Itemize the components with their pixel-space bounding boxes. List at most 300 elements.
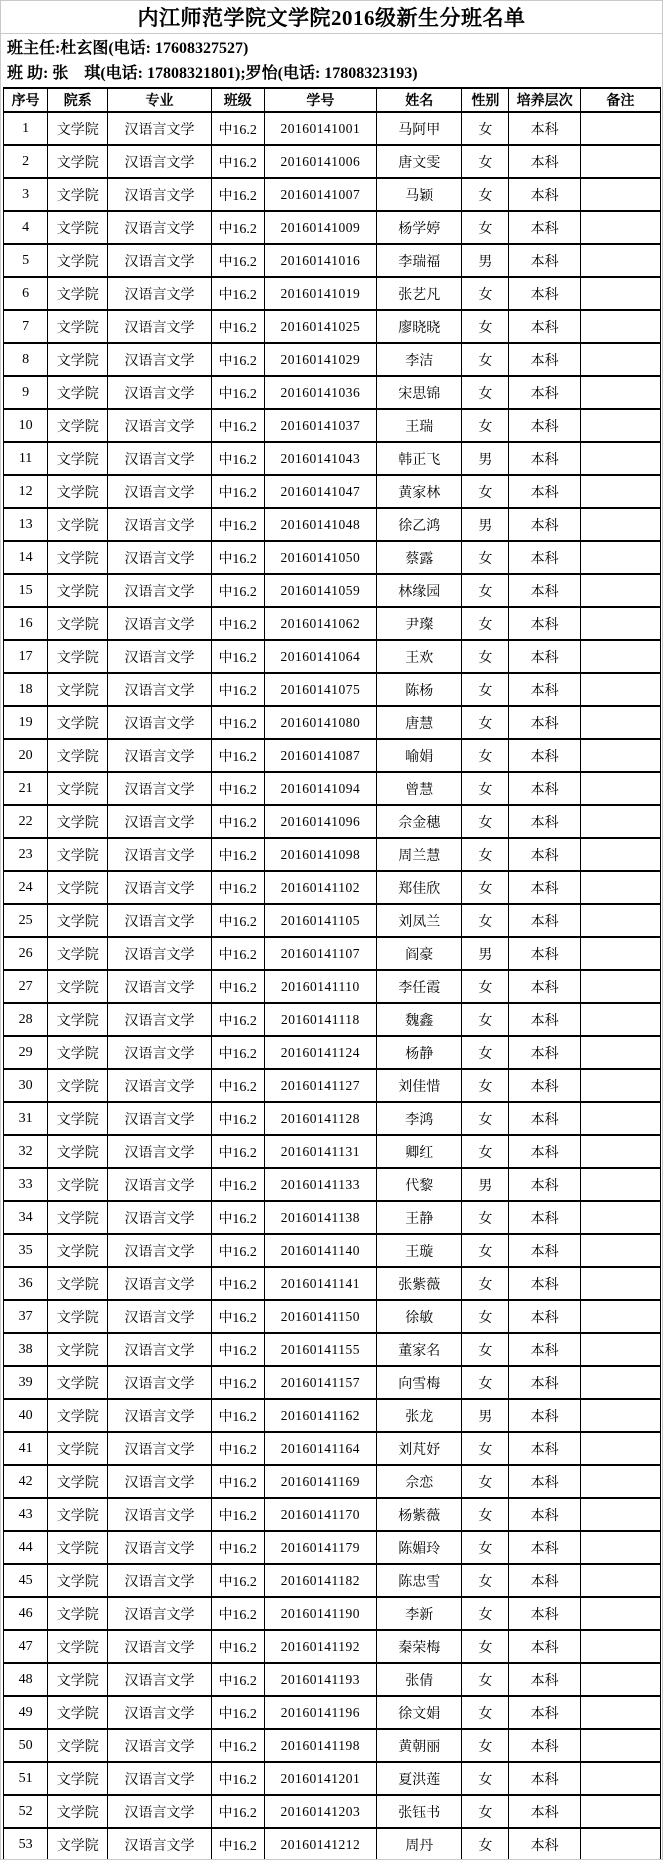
cell-level: 本科 bbox=[509, 1366, 580, 1399]
cell-student-id: 20160141080 bbox=[264, 706, 376, 739]
cell-seq: 33 bbox=[4, 1168, 48, 1201]
cell-level: 本科 bbox=[509, 970, 580, 1003]
cell-name: 李任霞 bbox=[377, 970, 462, 1003]
table-row bbox=[4, 1630, 661, 1663]
cell-name: 魏鑫 bbox=[377, 1003, 462, 1036]
cell-name: 刘佳惜 bbox=[377, 1069, 462, 1102]
cell-note bbox=[580, 838, 660, 871]
cell-college: 文学院 bbox=[48, 1102, 108, 1135]
cell-student-id: 20160141064 bbox=[264, 640, 376, 673]
cell-student-id: 20160141094 bbox=[264, 772, 376, 805]
cell-seq: 51 bbox=[4, 1762, 48, 1795]
table-row bbox=[4, 112, 661, 145]
cell-class: 中16.2 bbox=[211, 1333, 264, 1366]
cell-major: 汉语言文学 bbox=[108, 706, 211, 739]
cell-seq: 37 bbox=[4, 1300, 48, 1333]
cell-student-id: 20160141019 bbox=[264, 277, 376, 310]
cell-student-id: 20160141131 bbox=[264, 1135, 376, 1168]
cell-level: 本科 bbox=[509, 772, 580, 805]
student-roster-table bbox=[3, 87, 661, 1860]
cell-gender: 女 bbox=[462, 1498, 509, 1531]
cell-note bbox=[580, 343, 660, 376]
cell-class: 中16.2 bbox=[211, 1267, 264, 1300]
cell-name: 韩正飞 bbox=[377, 442, 462, 475]
cell-class: 中16.2 bbox=[211, 1399, 264, 1432]
cell-gender: 女 bbox=[462, 1069, 509, 1102]
cell-level: 本科 bbox=[509, 706, 580, 739]
cell-name: 杨紫薇 bbox=[377, 1498, 462, 1531]
table-row bbox=[4, 475, 661, 508]
cell-college: 文学院 bbox=[48, 310, 108, 343]
cell-seq: 2 bbox=[4, 145, 48, 178]
cell-name: 佘恋 bbox=[377, 1465, 462, 1498]
cell-note bbox=[580, 1432, 660, 1465]
cell-seq: 32 bbox=[4, 1135, 48, 1168]
cell-major: 汉语言文学 bbox=[108, 475, 211, 508]
cell-student-id: 20160141179 bbox=[264, 1531, 376, 1564]
cell-name: 董家名 bbox=[377, 1333, 462, 1366]
cell-note bbox=[580, 145, 660, 178]
cell-note bbox=[580, 178, 660, 211]
cell-class: 中16.2 bbox=[211, 409, 264, 442]
cell-note bbox=[580, 772, 660, 805]
cell-college: 文学院 bbox=[48, 376, 108, 409]
cell-note bbox=[580, 673, 660, 706]
cell-class: 中16.2 bbox=[211, 1762, 264, 1795]
cell-college: 文学院 bbox=[48, 607, 108, 640]
column-header-gender: 性别 bbox=[462, 88, 509, 112]
cell-class: 中16.2 bbox=[211, 211, 264, 244]
cell-gender: 女 bbox=[462, 541, 509, 574]
cell-name: 廖晓晓 bbox=[377, 310, 462, 343]
column-header-name: 姓名 bbox=[377, 88, 462, 112]
cell-class: 中16.2 bbox=[211, 640, 264, 673]
cell-student-id: 20160141037 bbox=[264, 409, 376, 442]
cell-seq: 10 bbox=[4, 409, 48, 442]
cell-level: 本科 bbox=[509, 1795, 580, 1828]
cell-student-id: 20160141029 bbox=[264, 343, 376, 376]
cell-name: 宋思锦 bbox=[377, 376, 462, 409]
cell-class: 中16.2 bbox=[211, 904, 264, 937]
table-row bbox=[4, 1696, 661, 1729]
cell-seq: 43 bbox=[4, 1498, 48, 1531]
cell-college: 文学院 bbox=[48, 1432, 108, 1465]
cell-college: 文学院 bbox=[48, 1630, 108, 1663]
table-row bbox=[4, 376, 661, 409]
cell-class: 中16.2 bbox=[211, 277, 264, 310]
cell-college: 文学院 bbox=[48, 1564, 108, 1597]
cell-class: 中16.2 bbox=[211, 838, 264, 871]
cell-gender: 女 bbox=[462, 1729, 509, 1762]
cell-class: 中16.2 bbox=[211, 1135, 264, 1168]
cell-seq: 48 bbox=[4, 1663, 48, 1696]
cell-level: 本科 bbox=[509, 1399, 580, 1432]
table-row bbox=[4, 772, 661, 805]
cell-major: 汉语言文学 bbox=[108, 1762, 211, 1795]
column-header-level: 培养层次 bbox=[509, 88, 580, 112]
cell-seq: 3 bbox=[4, 178, 48, 211]
cell-major: 汉语言文学 bbox=[108, 871, 211, 904]
cell-note bbox=[580, 1168, 660, 1201]
cell-major: 汉语言文学 bbox=[108, 310, 211, 343]
cell-note bbox=[580, 1036, 660, 1069]
cell-college: 文学院 bbox=[48, 937, 108, 970]
table-row bbox=[4, 904, 661, 937]
cell-class: 中16.2 bbox=[211, 1531, 264, 1564]
cell-major: 汉语言文学 bbox=[108, 343, 211, 376]
cell-major: 汉语言文学 bbox=[108, 211, 211, 244]
table-row bbox=[4, 508, 661, 541]
cell-gender: 女 bbox=[462, 904, 509, 937]
cell-note bbox=[580, 1498, 660, 1531]
cell-gender: 女 bbox=[462, 970, 509, 1003]
cell-college: 文学院 bbox=[48, 640, 108, 673]
cell-name: 张龙 bbox=[377, 1399, 462, 1432]
cell-name: 张艺凡 bbox=[377, 277, 462, 310]
cell-major: 汉语言文学 bbox=[108, 1465, 211, 1498]
cell-college: 文学院 bbox=[48, 277, 108, 310]
cell-class: 中16.2 bbox=[211, 1168, 264, 1201]
cell-name: 刘凤兰 bbox=[377, 904, 462, 937]
cell-college: 文学院 bbox=[48, 178, 108, 211]
cell-name: 徐乙鸿 bbox=[377, 508, 462, 541]
cell-college: 文学院 bbox=[48, 1300, 108, 1333]
cell-student-id: 20160141169 bbox=[264, 1465, 376, 1498]
cell-gender: 女 bbox=[462, 277, 509, 310]
cell-seq: 19 bbox=[4, 706, 48, 739]
cell-class: 中16.2 bbox=[211, 1366, 264, 1399]
cell-note bbox=[580, 508, 660, 541]
cell-level: 本科 bbox=[509, 574, 580, 607]
table-row bbox=[4, 1036, 661, 1069]
cell-name: 尹璨 bbox=[377, 607, 462, 640]
cell-name: 王璇 bbox=[377, 1234, 462, 1267]
cell-seq: 25 bbox=[4, 904, 48, 937]
cell-level: 本科 bbox=[509, 1234, 580, 1267]
cell-level: 本科 bbox=[509, 376, 580, 409]
cell-name: 周丹 bbox=[377, 1828, 462, 1860]
cell-gender: 女 bbox=[462, 211, 509, 244]
cell-college: 文学院 bbox=[48, 343, 108, 376]
cell-level: 本科 bbox=[509, 1498, 580, 1531]
cell-gender: 女 bbox=[462, 1564, 509, 1597]
cell-level: 本科 bbox=[509, 1762, 580, 1795]
cell-seq: 12 bbox=[4, 475, 48, 508]
cell-seq: 1 bbox=[4, 112, 48, 145]
cell-name: 徐文娟 bbox=[377, 1696, 462, 1729]
cell-gender: 女 bbox=[462, 1630, 509, 1663]
cell-note bbox=[580, 409, 660, 442]
cell-major: 汉语言文学 bbox=[108, 904, 211, 937]
cell-level: 本科 bbox=[509, 1828, 580, 1860]
cell-name: 佘金穗 bbox=[377, 805, 462, 838]
table-row bbox=[4, 871, 661, 904]
cell-college: 文学院 bbox=[48, 1597, 108, 1630]
cell-gender: 女 bbox=[462, 1465, 509, 1498]
cell-class: 中16.2 bbox=[211, 970, 264, 1003]
cell-student-id: 20160141190 bbox=[264, 1597, 376, 1630]
cell-level: 本科 bbox=[509, 145, 580, 178]
cell-major: 汉语言文学 bbox=[108, 772, 211, 805]
cell-major: 汉语言文学 bbox=[108, 1498, 211, 1531]
cell-college: 文学院 bbox=[48, 1498, 108, 1531]
cell-student-id: 20160141059 bbox=[264, 574, 376, 607]
cell-major: 汉语言文学 bbox=[108, 1795, 211, 1828]
cell-level: 本科 bbox=[509, 1069, 580, 1102]
cell-major: 汉语言文学 bbox=[108, 1366, 211, 1399]
cell-major: 汉语言文学 bbox=[108, 1267, 211, 1300]
cell-gender: 女 bbox=[462, 1795, 509, 1828]
table-row bbox=[4, 1597, 661, 1630]
cell-gender: 男 bbox=[462, 244, 509, 277]
table-row bbox=[4, 145, 661, 178]
cell-seq: 11 bbox=[4, 442, 48, 475]
cell-college: 文学院 bbox=[48, 1795, 108, 1828]
cell-class: 中16.2 bbox=[211, 1300, 264, 1333]
cell-gender: 女 bbox=[462, 145, 509, 178]
cell-gender: 女 bbox=[462, 1597, 509, 1630]
cell-college: 文学院 bbox=[48, 1399, 108, 1432]
cell-note bbox=[580, 607, 660, 640]
cell-class: 中16.2 bbox=[211, 1102, 264, 1135]
table-row bbox=[4, 640, 661, 673]
cell-class: 中16.2 bbox=[211, 1036, 264, 1069]
cell-level: 本科 bbox=[509, 640, 580, 673]
cell-note bbox=[580, 1234, 660, 1267]
cell-major: 汉语言文学 bbox=[108, 607, 211, 640]
cell-student-id: 20160141006 bbox=[264, 145, 376, 178]
cell-college: 文学院 bbox=[48, 211, 108, 244]
cell-name: 唐慧 bbox=[377, 706, 462, 739]
table-row bbox=[4, 1729, 661, 1762]
cell-student-id: 20160141098 bbox=[264, 838, 376, 871]
cell-name: 王欢 bbox=[377, 640, 462, 673]
cell-college: 文学院 bbox=[48, 442, 108, 475]
cell-student-id: 20160141201 bbox=[264, 1762, 376, 1795]
cell-note bbox=[580, 1135, 660, 1168]
cell-note bbox=[580, 1795, 660, 1828]
cell-level: 本科 bbox=[509, 607, 580, 640]
cell-level: 本科 bbox=[509, 1564, 580, 1597]
cell-note bbox=[580, 1399, 660, 1432]
cell-college: 文学院 bbox=[48, 145, 108, 178]
cell-major: 汉语言文学 bbox=[108, 1597, 211, 1630]
cell-college: 文学院 bbox=[48, 970, 108, 1003]
cell-name: 陈媚玲 bbox=[377, 1531, 462, 1564]
cell-college: 文学院 bbox=[48, 904, 108, 937]
cell-note bbox=[580, 541, 660, 574]
cell-gender: 女 bbox=[462, 1201, 509, 1234]
cell-note bbox=[580, 640, 660, 673]
cell-major: 汉语言文学 bbox=[108, 640, 211, 673]
cell-name: 喻娟 bbox=[377, 739, 462, 772]
cell-student-id: 20160141007 bbox=[264, 178, 376, 211]
table-row bbox=[4, 442, 661, 475]
cell-note bbox=[580, 442, 660, 475]
table-row bbox=[4, 706, 661, 739]
cell-seq: 26 bbox=[4, 937, 48, 970]
table-row bbox=[4, 1795, 661, 1828]
cell-name: 李瑞福 bbox=[377, 244, 462, 277]
cell-name: 夏洪莲 bbox=[377, 1762, 462, 1795]
cell-note bbox=[580, 1003, 660, 1036]
cell-level: 本科 bbox=[509, 937, 580, 970]
cell-class: 中16.2 bbox=[211, 607, 264, 640]
cell-seq: 6 bbox=[4, 277, 48, 310]
cell-gender: 男 bbox=[462, 442, 509, 475]
cell-student-id: 20160141155 bbox=[264, 1333, 376, 1366]
cell-name: 张紫薇 bbox=[377, 1267, 462, 1300]
cell-gender: 女 bbox=[462, 1003, 509, 1036]
cell-seq: 13 bbox=[4, 508, 48, 541]
cell-level: 本科 bbox=[509, 1663, 580, 1696]
cell-level: 本科 bbox=[509, 244, 580, 277]
cell-note bbox=[580, 805, 660, 838]
cell-seq: 18 bbox=[4, 673, 48, 706]
cell-note bbox=[580, 1630, 660, 1663]
cell-major: 汉语言文学 bbox=[108, 1300, 211, 1333]
cell-seq: 46 bbox=[4, 1597, 48, 1630]
cell-college: 文学院 bbox=[48, 1663, 108, 1696]
cell-class: 中16.2 bbox=[211, 1795, 264, 1828]
cell-gender: 女 bbox=[462, 376, 509, 409]
table-row bbox=[4, 541, 661, 574]
cell-level: 本科 bbox=[509, 112, 580, 145]
cell-student-id: 20160141170 bbox=[264, 1498, 376, 1531]
cell-name: 王静 bbox=[377, 1201, 462, 1234]
cell-student-id: 20160141127 bbox=[264, 1069, 376, 1102]
cell-college: 文学院 bbox=[48, 508, 108, 541]
cell-student-id: 20160141150 bbox=[264, 1300, 376, 1333]
cell-name: 阎豪 bbox=[377, 937, 462, 970]
cell-class: 中16.2 bbox=[211, 937, 264, 970]
cell-note bbox=[580, 1201, 660, 1234]
cell-level: 本科 bbox=[509, 508, 580, 541]
cell-level: 本科 bbox=[509, 1465, 580, 1498]
cell-seq: 15 bbox=[4, 574, 48, 607]
cell-student-id: 20160141193 bbox=[264, 1663, 376, 1696]
cell-level: 本科 bbox=[509, 475, 580, 508]
cell-major: 汉语言文学 bbox=[108, 970, 211, 1003]
cell-name: 林缘园 bbox=[377, 574, 462, 607]
cell-name: 曾慧 bbox=[377, 772, 462, 805]
cell-student-id: 20160141198 bbox=[264, 1729, 376, 1762]
cell-student-id: 20160141196 bbox=[264, 1696, 376, 1729]
table-header bbox=[4, 88, 661, 112]
cell-gender: 男 bbox=[462, 937, 509, 970]
cell-major: 汉语言文学 bbox=[108, 1432, 211, 1465]
cell-major: 汉语言文学 bbox=[108, 574, 211, 607]
cell-gender: 女 bbox=[462, 838, 509, 871]
cell-name: 李洁 bbox=[377, 343, 462, 376]
cell-seq: 36 bbox=[4, 1267, 48, 1300]
cell-college: 文学院 bbox=[48, 1267, 108, 1300]
cell-seq: 50 bbox=[4, 1729, 48, 1762]
cell-class: 中16.2 bbox=[211, 772, 264, 805]
cell-class: 中16.2 bbox=[211, 475, 264, 508]
cell-level: 本科 bbox=[509, 838, 580, 871]
cell-level: 本科 bbox=[509, 442, 580, 475]
cell-student-id: 20160141087 bbox=[264, 739, 376, 772]
page-title: 内江师范学院文学院2016级新生分班名单 bbox=[137, 6, 526, 30]
cell-seq: 31 bbox=[4, 1102, 48, 1135]
cell-gender: 男 bbox=[462, 1399, 509, 1432]
cell-seq: 20 bbox=[4, 739, 48, 772]
cell-class: 中16.2 bbox=[211, 244, 264, 277]
cell-name: 黄家林 bbox=[377, 475, 462, 508]
cell-student-id: 20160141157 bbox=[264, 1366, 376, 1399]
cell-level: 本科 bbox=[509, 871, 580, 904]
cell-level: 本科 bbox=[509, 1135, 580, 1168]
cell-gender: 女 bbox=[462, 1432, 509, 1465]
cell-student-id: 20160141025 bbox=[264, 310, 376, 343]
cell-major: 汉语言文学 bbox=[108, 1135, 211, 1168]
cell-note bbox=[580, 970, 660, 1003]
table-row bbox=[4, 1300, 661, 1333]
cell-college: 文学院 bbox=[48, 673, 108, 706]
cell-level: 本科 bbox=[509, 1003, 580, 1036]
table-row bbox=[4, 1135, 661, 1168]
cell-note bbox=[580, 1828, 660, 1860]
cell-student-id: 20160141043 bbox=[264, 442, 376, 475]
cell-class: 中16.2 bbox=[211, 1003, 264, 1036]
cell-level: 本科 bbox=[509, 409, 580, 442]
table-row bbox=[4, 310, 661, 343]
table-row bbox=[4, 1465, 661, 1498]
cell-note bbox=[580, 1102, 660, 1135]
cell-level: 本科 bbox=[509, 541, 580, 574]
cell-name: 秦荣梅 bbox=[377, 1630, 462, 1663]
cell-student-id: 20160141118 bbox=[264, 1003, 376, 1036]
cell-gender: 女 bbox=[462, 1663, 509, 1696]
cell-class: 中16.2 bbox=[211, 1630, 264, 1663]
cell-student-id: 20160141133 bbox=[264, 1168, 376, 1201]
cell-class: 中16.2 bbox=[211, 508, 264, 541]
cell-gender: 男 bbox=[462, 508, 509, 541]
table-row bbox=[4, 1432, 661, 1465]
cell-student-id: 20160141138 bbox=[264, 1201, 376, 1234]
cell-gender: 女 bbox=[462, 706, 509, 739]
cell-college: 文学院 bbox=[48, 739, 108, 772]
cell-note bbox=[580, 1465, 660, 1498]
cell-class: 中16.2 bbox=[211, 178, 264, 211]
table-row bbox=[4, 1267, 661, 1300]
title-block bbox=[1, 1, 662, 34]
cell-level: 本科 bbox=[509, 1630, 580, 1663]
cell-class: 中16.2 bbox=[211, 805, 264, 838]
cell-student-id: 20160141140 bbox=[264, 1234, 376, 1267]
cell-gender: 女 bbox=[462, 871, 509, 904]
cell-college: 文学院 bbox=[48, 838, 108, 871]
cell-note bbox=[580, 1762, 660, 1795]
cell-class: 中16.2 bbox=[211, 1432, 264, 1465]
cell-gender: 女 bbox=[462, 574, 509, 607]
table-row bbox=[4, 1366, 661, 1399]
cell-gender: 女 bbox=[462, 1102, 509, 1135]
cell-seq: 39 bbox=[4, 1366, 48, 1399]
cell-gender: 女 bbox=[462, 607, 509, 640]
cell-major: 汉语言文学 bbox=[108, 244, 211, 277]
cell-gender: 女 bbox=[462, 1267, 509, 1300]
cell-student-id: 20160141105 bbox=[264, 904, 376, 937]
cell-seq: 8 bbox=[4, 343, 48, 376]
cell-student-id: 20160141182 bbox=[264, 1564, 376, 1597]
cell-college: 文学院 bbox=[48, 1696, 108, 1729]
cell-level: 本科 bbox=[509, 1333, 580, 1366]
cell-seq: 4 bbox=[4, 211, 48, 244]
table-row bbox=[4, 1333, 661, 1366]
cell-major: 汉语言文学 bbox=[108, 1036, 211, 1069]
